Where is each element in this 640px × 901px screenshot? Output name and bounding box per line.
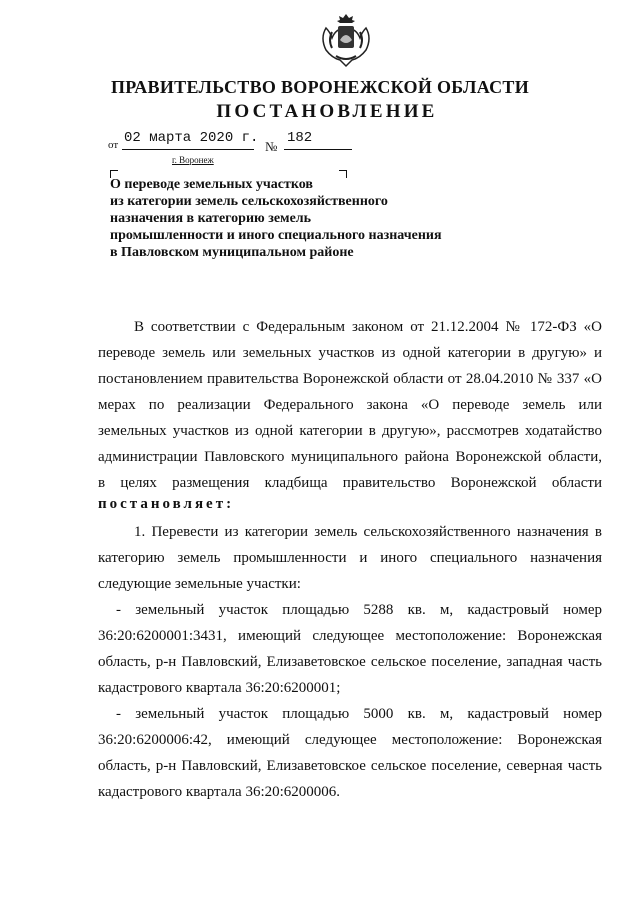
item-line: категорию земель промышленности и иного специального назначения xyxy=(98,550,602,566)
decree-subject xyxy=(110,176,510,261)
preamble-line: в целях размещения кладбища правительство Воронежской области xyxy=(98,475,602,491)
government-title: ПРАВИТЕЛЬСТВО ВОРОНЕЖСКОЙ ОБЛАСТИ xyxy=(110,77,530,97)
plot-line: - земельный участок площадью 5288 кв. м, кадастровый номер xyxy=(116,602,602,618)
plot-line: 36:20:6200006:42, имеющий следующее местоположение: Воронежская xyxy=(98,732,602,748)
subject-line: промышленности и иного специального назначения xyxy=(110,228,442,243)
date-prefix-label: от xyxy=(108,139,119,151)
subject-line: назначения в категорию земель xyxy=(110,211,312,226)
plot-line: область, р-н Павловский, Елизаветовское сельское поселение, северная часть xyxy=(98,758,602,774)
preamble-paragraph xyxy=(98,314,602,496)
plot-line: область, р-н Павловский, Елизаветовское сельское поселение, западная часть xyxy=(98,654,602,670)
preamble-line: постановлением правительства Воронежской области от 28.04.2010 № 337 «О xyxy=(98,371,602,387)
date-underline xyxy=(122,149,254,150)
item-line: следующие земельные участки: xyxy=(98,576,301,592)
plot-line: 36:20:6200001:3431, имеющий следующее местоположение: Воронежская xyxy=(98,628,602,644)
land-plot-1 xyxy=(98,597,602,701)
plot-line: - земельный участок площадью 5000 кв. м, кадастровый номер xyxy=(116,706,602,722)
land-plot-2 xyxy=(98,701,602,805)
subject-line: из категории земель сельскохозяйственного xyxy=(110,194,388,209)
subject-line: в Павловском муниципальном районе xyxy=(110,245,354,260)
decree-date: 02 марта 2020 г. xyxy=(124,130,259,146)
plot-line: кадастрового квартала 36:20:6200001; xyxy=(98,680,341,696)
item-line: 1. Перевести из категории земель сельскохозяйственного назначения в xyxy=(134,524,602,540)
preamble-line: администрации Павловского муниципального района Воронежской области, xyxy=(98,449,602,465)
number-underline xyxy=(284,149,352,150)
coat-of-arms-icon xyxy=(318,10,374,70)
preamble-line: земельных участков из одной категории в другую», рассмотрев ходатайство xyxy=(98,423,602,439)
plot-line: кадастрового квартала 36:20:6200006. xyxy=(98,784,341,800)
subject-line: О переводе земельных участков xyxy=(110,177,313,192)
preamble-line: В соответствии с Федеральным законом от 21.12.2004 № 172-ФЗ «О xyxy=(134,319,602,335)
city-label: г. Воронеж xyxy=(172,155,214,165)
preamble-line: мерах по реализации Федерального закона «О переводе земель или xyxy=(98,397,602,413)
item-1-paragraph xyxy=(98,519,602,597)
resolves-heading: постановляет: xyxy=(98,496,235,512)
preamble-line: переводе земель или земельных участков из одной категории в другую» и xyxy=(98,345,602,361)
decree-number: 182 xyxy=(287,130,313,146)
decree-title: ПОСТАНОВЛЕНИЕ xyxy=(216,101,438,122)
number-label: № xyxy=(265,139,278,154)
